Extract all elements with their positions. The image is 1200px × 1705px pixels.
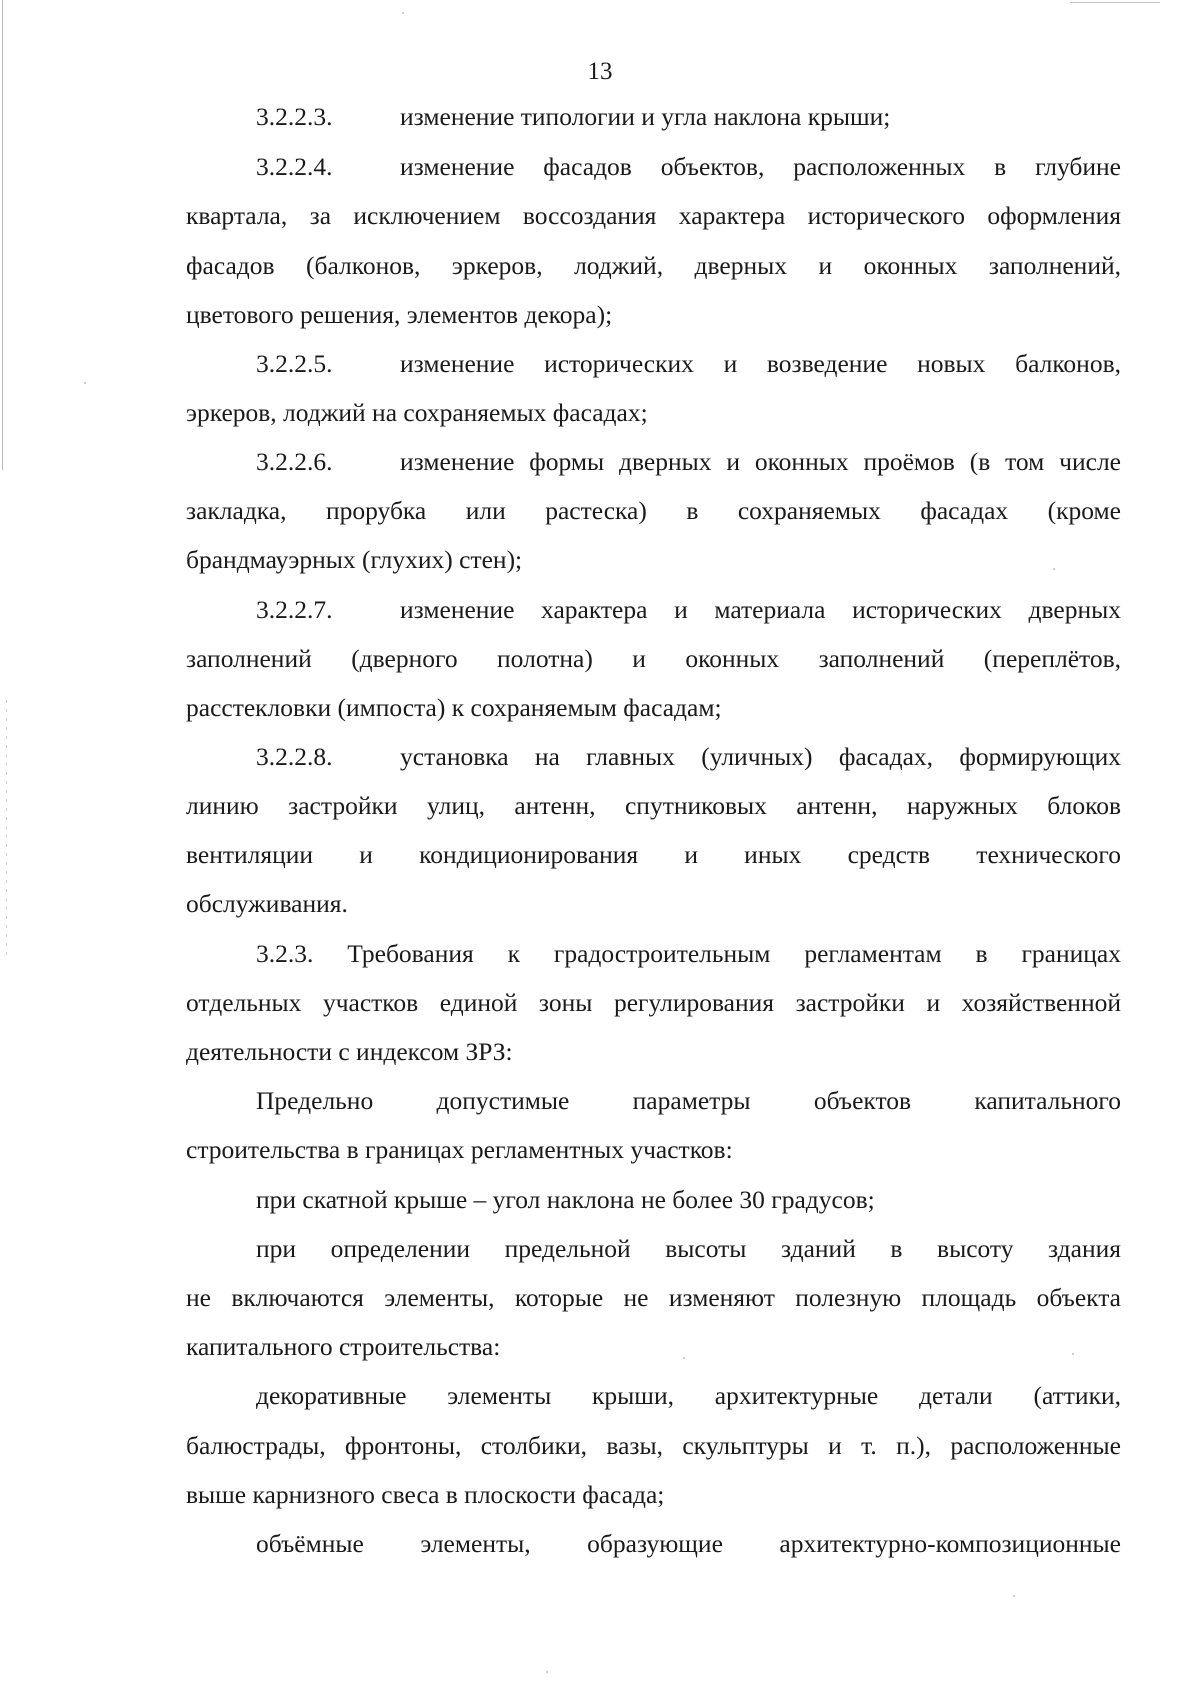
text-line: брандмауэрных (глухих) стен); — [186, 545, 523, 574]
text-line: капитального строительства: — [186, 1332, 501, 1361]
text-line: эркеров, лоджий на сохраняемых фасадах; — [186, 398, 648, 427]
item-3-2-2-7-line — [256, 595, 1121, 625]
text-line: балюстрады, фронтоны, столбики, вазы, скульптуры и т. п.), расположенные — [186, 1431, 1121, 1460]
item-number: 3.2.2.7. — [256, 595, 333, 624]
scan-speck — [546, 1671, 548, 1673]
text-line: расстекловки (импоста) к сохраняемым фасадам; — [186, 693, 722, 722]
page-number: 13 — [587, 58, 613, 85]
text-line: обслуживания. — [186, 889, 348, 918]
item-3-2-2-4-line — [256, 152, 1121, 182]
text-line: не включаются элементы, которые не изменяют полезную площадь объекта — [186, 1283, 1121, 1312]
text-line: деятельности с индексом ЗРЗ: — [186, 1037, 513, 1066]
scan-speck — [84, 382, 86, 384]
paragraph-first-line: при скатной крыше – угол наклона не более 30 градусов; — [256, 1185, 875, 1214]
item-text: изменение формы дверных и оконных проёмов (в том числе — [400, 447, 1121, 476]
section-3-2-3-heading: 3.2.3. Требования к градостроительным регламентам в границах — [256, 939, 1121, 968]
item-text: установка на главных (уличных) фасадах, формирующих — [400, 742, 1121, 771]
item-number: 3.2.2.5. — [256, 349, 333, 378]
item-number: 3.2.2.6. — [256, 447, 333, 476]
item-number: 3.2.2.4. — [256, 152, 333, 181]
text-line: закладка, прорубка или растеска) в сохраняемых фасадах (кроме — [186, 496, 1121, 525]
item-text: изменение исторических и возведение новых балконов, — [400, 349, 1121, 378]
item-3-2-2-5-line — [256, 349, 1121, 379]
text-line: отдельных участков единой зоны регулирования застройки и хозяйственной — [186, 988, 1121, 1017]
text-line: цветового решения, элементов декора); — [186, 300, 613, 329]
scan-speck — [1013, 1595, 1015, 1597]
text-line: линию застройки улиц, антенн, спутниковых антенн, наружных блоков — [186, 791, 1121, 820]
text-line: вентиляции и кондиционирования и иных средств технического — [186, 840, 1121, 869]
text-line: квартала, за исключением воссоздания характера исторического оформления — [186, 201, 1121, 230]
item-3-2-2-8-line — [256, 742, 1121, 772]
item-text: изменение фасадов объектов, расположенных в глубине — [400, 152, 1121, 181]
text-line: фасадов (балконов, эркеров, лоджий, дверных и оконных заполнений, — [186, 251, 1121, 280]
scan-speck — [402, 12, 404, 14]
paragraph-first-line: при определении предельной высоты зданий в высоту здания — [256, 1234, 1121, 1263]
item-number: 3.2.2.3. — [256, 102, 333, 131]
paragraph-first-line: объёмные элементы, образующие архитектурно-композиционные — [256, 1529, 1121, 1558]
item-text: изменение типологии и угла наклона крыши; — [400, 102, 891, 131]
item-number: 3.2.2.8. — [256, 742, 333, 771]
text-line: строительства в границах регламентных участков: — [186, 1135, 733, 1164]
text-line: выше карнизного свеса в плоскости фасада; — [186, 1480, 665, 1509]
scan-edge-line — [1070, 2, 1160, 3]
text-line: заполнений (дверного полотна) и оконных заполнений (переплётов, — [186, 644, 1121, 673]
scan-edge-line — [6, 700, 7, 960]
item-3-2-2-6-line — [256, 447, 1121, 477]
paragraph-first-line: Предельно допустимые параметры объектов капитального — [256, 1086, 1121, 1115]
item-3-2-2-3-line — [256, 102, 1121, 132]
item-text: изменение характера и материала исторических дверных — [400, 595, 1121, 624]
paragraph-first-line: декоративные элементы крыши, архитектурные детали (аттики, — [256, 1381, 1121, 1410]
